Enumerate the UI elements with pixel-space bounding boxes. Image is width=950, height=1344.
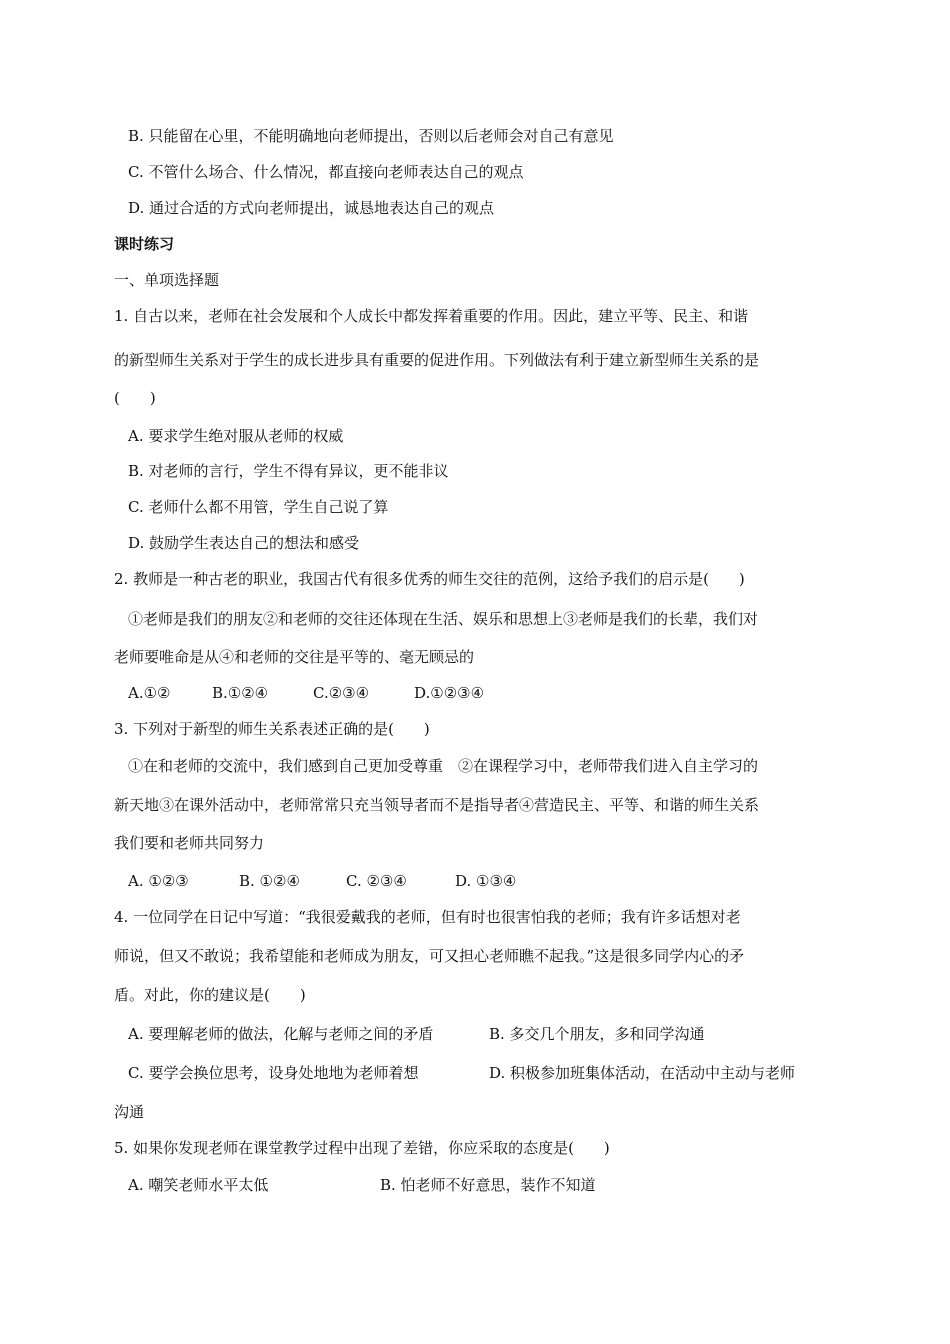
question-4-stem-line-3: 盾。对此，你的建议是( ): [114, 986, 306, 1004]
question-1-stem-line-2: 的新型师生关系对于学生的成长进步具有重要的促进作用。下列做法有利于建立新型师生关系的是: [114, 351, 760, 369]
question-2-option-c: C.②③④: [313, 684, 370, 702]
question-2-stem-line-1: 2. 教师是一种古老的职业，我国古代有很多优秀的师生交往的范例，这给予我们的启示是( ): [114, 570, 745, 588]
question-3-stem-line-4: 我们要和老师共同努力: [114, 834, 265, 852]
question-1-stem-line-3: ( ): [114, 389, 156, 407]
question-2-stem-line-3: 老师要唯命是从④和老师的交往是平等的、毫无顾忌的: [114, 648, 475, 666]
question-1-option-d: D. 鼓励学生表达自己的想法和感受: [128, 534, 360, 552]
question-2-option-a: A.①②: [128, 684, 171, 702]
question-3-stem-line-3: 新天地③在课外活动中，老师常常只充当领导者而不是指导者④营造民主、平等、和谐的师生关系: [114, 796, 760, 814]
question-1-option-c: C. 老师什么都不用管，学生自己说了算: [128, 498, 389, 516]
question-4-stem-line-1: 4. 一位同学在日记中写道：“我很爱戴我的老师，但有时也很害怕我的老师；我有许多话想对老: [114, 908, 741, 926]
question-4-option-a: A. 要理解老师的做法，化解与老师之间的矛盾: [128, 1025, 434, 1043]
subsection-title: 一、单项选择题: [114, 271, 220, 289]
question-2-option-b: B.①②④: [212, 684, 269, 702]
question-3-option-a: A. ①②③: [128, 872, 189, 890]
question-1-stem-line-1: 1. 自古以来，老师在社会发展和个人成长中都发挥着重要的作用。因此，建立平等、民主、和谐: [114, 307, 749, 325]
question-4-option-b: B. 多交几个朋友，多和同学沟通: [489, 1025, 705, 1043]
question-1-option-a: A. 要求学生绝对服从老师的权威: [128, 427, 344, 445]
option-b-prev: B. 只能留在心里，不能明确地向老师提出，否则以后老师会对自己有意见: [128, 127, 614, 145]
question-2-option-d: D.①②③④: [414, 684, 485, 702]
question-3-stem-line-2: ①在和老师的交流中，我们感到自己更加受尊重 ②在课程学习中，老师带我们进入自主学习的: [128, 757, 759, 775]
question-2-stem-line-2: ①老师是我们的朋友②和老师的交往还体现在生活、娱乐和思想上③老师是我们的长辈，我们对: [128, 610, 759, 628]
question-4-option-c: C. 要学会换位思考，设身处地地为老师着想: [128, 1064, 419, 1082]
question-3-option-b: B. ①②④: [239, 872, 300, 890]
question-3-stem-line-1: 3. 下列对于新型的师生关系表述正确的是( ): [114, 720, 430, 738]
option-c-prev: C. 不管什么场合、什么情况，都直接向老师表达自己的观点: [128, 163, 524, 181]
question-5-option-b: B. 怕老师不好意思，装作不知道: [380, 1176, 596, 1194]
question-4-option-d: D. 积极参加班集体活动，在活动中主动与老师: [489, 1064, 796, 1082]
option-d-prev: D. 通过合适的方式向老师提出，诚恳地表达自己的观点: [128, 199, 495, 217]
question-3-option-d: D. ①③④: [455, 872, 517, 890]
question-5-option-a: A. 嘲笑老师水平太低: [128, 1176, 269, 1194]
question-1-option-b: B. 对老师的言行，学生不得有异议，更不能非议: [128, 462, 449, 480]
question-4-option-d-continued: 沟通: [114, 1103, 145, 1121]
section-title: 课时练习: [114, 235, 175, 253]
question-3-option-c: C. ②③④: [346, 872, 407, 890]
question-4-stem-line-2: 师说，但又不敢说；我希望能和老师成为朋友，可又担心老师瞧不起我。”这是很多同学内心的矛: [114, 947, 745, 965]
question-5-stem-line-1: 5. 如果你发现老师在课堂教学过程中出现了差错，你应采取的态度是( ): [114, 1139, 610, 1157]
